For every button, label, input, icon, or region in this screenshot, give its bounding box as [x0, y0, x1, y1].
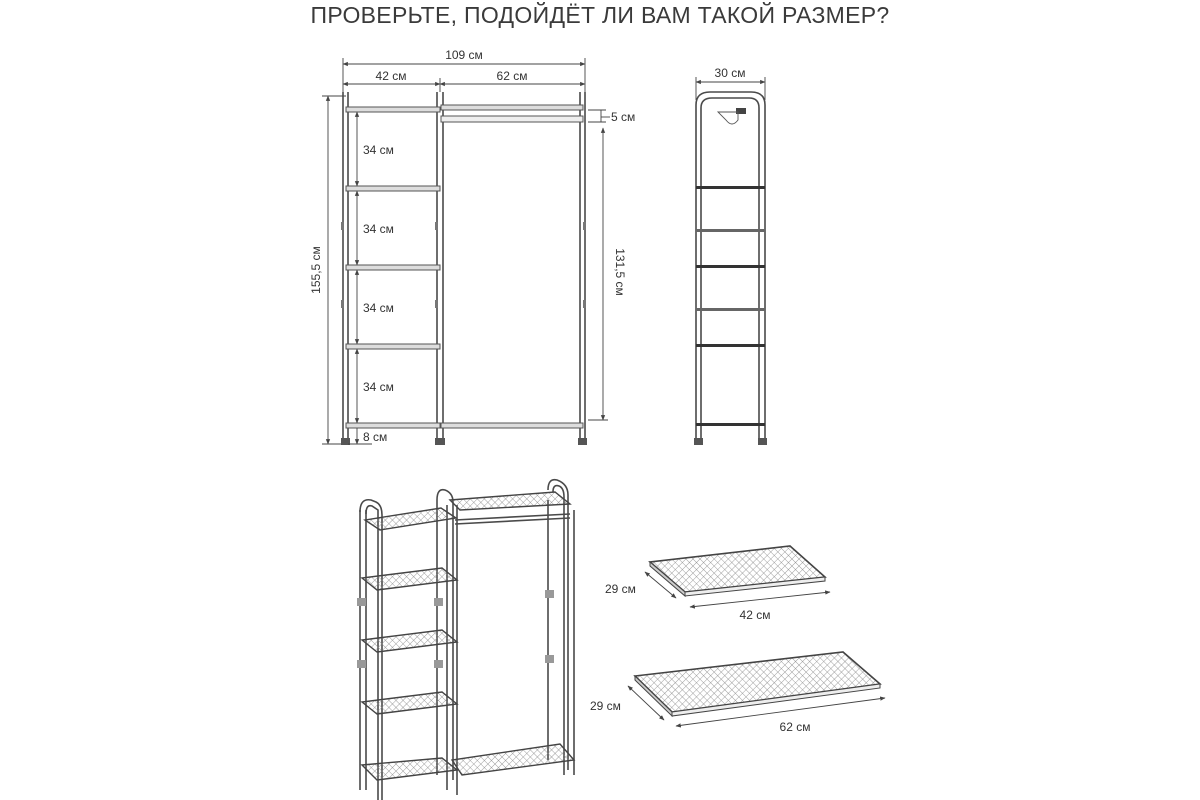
- shelf-spacing-dimensions: [348, 112, 394, 444]
- small-shelf-depth-label: 29 см: [605, 582, 636, 596]
- large-shelf-detail: [590, 652, 885, 734]
- shelf-spacing-4-label: 34 см: [363, 380, 394, 394]
- hanging-height-label: 131,5 см: [613, 248, 627, 296]
- small-shelf-width-dimension: [690, 592, 830, 622]
- total-height-dimension: [309, 96, 346, 444]
- front-view: [309, 48, 635, 445]
- large-shelf-width-label: 62 см: [779, 720, 811, 734]
- small-shelf-width-label: 42 см: [739, 608, 771, 622]
- side-view: [694, 66, 767, 445]
- depth-label: 30 см: [714, 66, 746, 80]
- perspective-view: [357, 480, 574, 800]
- shelf-spacing-1-label: 34 см: [363, 143, 394, 157]
- total-width-label: 109 см: [445, 48, 483, 62]
- right-section-width-label: 62 см: [496, 69, 528, 83]
- side-shelves: [696, 186, 765, 426]
- shelf-spacing-3-label: 34 см: [363, 301, 394, 315]
- page-title: ПРОВЕРЬТЕ, ПОДОЙДЁТ ЛИ ВАМ ТАКОЙ РАЗМЕР?: [310, 2, 890, 28]
- large-shelf-depth-label: 29 см: [590, 699, 621, 713]
- shelf-spacing-2-label: 34 см: [363, 222, 394, 236]
- right-height-dimensions: [588, 110, 635, 420]
- perspective-connectors: [357, 590, 554, 668]
- right-section: [441, 105, 583, 428]
- small-shelf-detail: [605, 546, 830, 622]
- total-height-label: 155,5 см: [309, 246, 323, 294]
- left-section-width-label: 42 см: [375, 69, 407, 83]
- bottom-clearance-label: 8 см: [363, 430, 388, 444]
- top-gap-label: 5 см: [611, 110, 636, 124]
- perspective-right-section: [450, 492, 574, 775]
- section-width-dimension: [343, 69, 585, 92]
- depth-dimension: [696, 66, 765, 100]
- perspective-left-shelves: [362, 508, 457, 780]
